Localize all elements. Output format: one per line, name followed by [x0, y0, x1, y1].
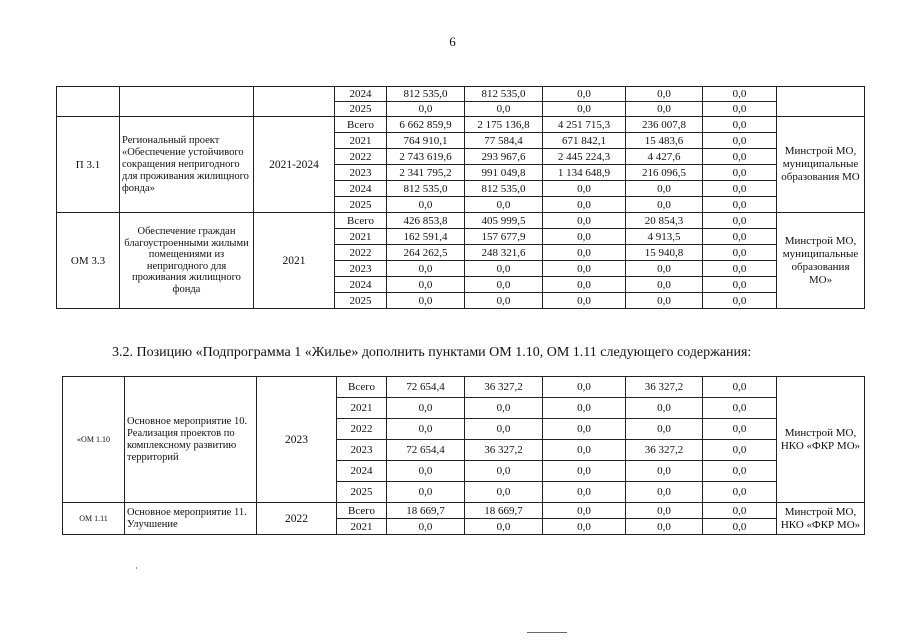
- value-cell: 0,0: [703, 419, 777, 440]
- value-cell: 0,0: [387, 519, 465, 535]
- table-row: [57, 213, 865, 229]
- value-cell: 264 262,5: [387, 245, 465, 261]
- value-cell: 0,0: [626, 197, 703, 213]
- value-cell: 0,0: [626, 102, 703, 117]
- year-cell: 2021: [337, 519, 387, 535]
- year-cell: 2022: [335, 245, 387, 261]
- value-cell: 0,0: [626, 181, 703, 197]
- value-cell: 0,0: [703, 377, 777, 398]
- value-cell: 0,0: [387, 102, 465, 117]
- value-cell: 0,0: [465, 419, 543, 440]
- year-cell: 2025: [335, 293, 387, 309]
- item-description: Основное мероприятие 11. Улучшение: [125, 503, 257, 535]
- value-cell: 0,0: [387, 197, 465, 213]
- value-cell: 18 669,7: [387, 503, 465, 519]
- value-cell: 0,0: [543, 519, 626, 535]
- bottom-funding-table: [62, 376, 865, 535]
- value-cell: 2 175 136,8: [465, 117, 543, 133]
- value-cell: 0,0: [703, 229, 777, 245]
- value-cell: 812 535,0: [387, 181, 465, 197]
- year-cell: 2025: [335, 102, 387, 117]
- value-cell: 0,0: [703, 181, 777, 197]
- table-row: [63, 503, 865, 519]
- scan-mark: [136, 567, 137, 569]
- value-cell: 77 584,4: [465, 133, 543, 149]
- value-cell: 0,0: [543, 197, 626, 213]
- value-cell: 0,0: [543, 377, 626, 398]
- value-cell: 0,0: [465, 461, 543, 482]
- value-cell: 812 535,0: [387, 87, 465, 102]
- year-cell: 2024: [335, 181, 387, 197]
- value-cell: 0,0: [703, 277, 777, 293]
- value-cell: 0,0: [703, 197, 777, 213]
- value-cell: 0,0: [703, 117, 777, 133]
- value-cell: 0,0: [703, 133, 777, 149]
- item-code: «ОМ 1.10: [63, 377, 125, 503]
- value-cell: 0,0: [543, 461, 626, 482]
- footer-rule: [527, 632, 567, 634]
- item-code: ОМ 1.11: [63, 503, 125, 535]
- value-cell: 36 327,2: [465, 440, 543, 461]
- value-cell: 0,0: [387, 261, 465, 277]
- value-cell: 157 677,9: [465, 229, 543, 245]
- blank-cell: [254, 87, 335, 117]
- value-cell: 236 007,8: [626, 117, 703, 133]
- value-cell: 0,0: [387, 277, 465, 293]
- value-cell: 0,0: [465, 102, 543, 117]
- value-cell: 0,0: [543, 277, 626, 293]
- value-cell: 0,0: [543, 213, 626, 229]
- blank-cell: [57, 87, 120, 117]
- value-cell: 248 321,6: [465, 245, 543, 261]
- value-cell: 0,0: [387, 419, 465, 440]
- value-cell: 4 251 715,3: [543, 117, 626, 133]
- year-cell: 2023: [335, 165, 387, 181]
- value-cell: 0,0: [543, 503, 626, 519]
- blank-cell: [120, 87, 254, 117]
- value-cell: 0,0: [626, 519, 703, 535]
- section-subtitle: 3.2. Позицию «Подпрограмма 1 «Жилье» дополнить пунктами ОМ 1.10, ОМ 1.11 следующего содержания:: [112, 345, 752, 360]
- value-cell: 0,0: [703, 261, 777, 277]
- year-cell: 2022: [335, 149, 387, 165]
- value-cell: 0,0: [626, 87, 703, 102]
- value-cell: 162 591,4: [387, 229, 465, 245]
- value-cell: 18 669,7: [465, 503, 543, 519]
- value-cell: 764 910,1: [387, 133, 465, 149]
- value-cell: 2 341 795,2: [387, 165, 465, 181]
- responsible-executor: Минстрой МО, муниципальные образования МО: [777, 117, 865, 213]
- page-number: 6: [449, 34, 456, 49]
- year-cell: 2022: [337, 419, 387, 440]
- value-cell: 0,0: [465, 482, 543, 503]
- value-cell: 0,0: [703, 102, 777, 117]
- value-cell: 1 134 648,9: [543, 165, 626, 181]
- year-cell: 2021: [335, 229, 387, 245]
- value-cell: 812 535,0: [465, 181, 543, 197]
- value-cell: 0,0: [465, 261, 543, 277]
- item-period: 2021-2024: [254, 117, 335, 213]
- table-row: [57, 117, 865, 133]
- value-cell: 0,0: [543, 181, 626, 197]
- value-cell: 0,0: [626, 461, 703, 482]
- year-cell: 2021: [335, 133, 387, 149]
- year-cell: 2023: [337, 440, 387, 461]
- value-cell: 15 940,8: [626, 245, 703, 261]
- value-cell: 0,0: [465, 197, 543, 213]
- value-cell: 36 327,2: [465, 377, 543, 398]
- value-cell: 0,0: [626, 398, 703, 419]
- year-cell: 2025: [335, 197, 387, 213]
- value-cell: 293 967,6: [465, 149, 543, 165]
- value-cell: 0,0: [703, 165, 777, 181]
- value-cell: 0,0: [543, 102, 626, 117]
- value-cell: 72 654,4: [387, 440, 465, 461]
- value-cell: 426 853,8: [387, 213, 465, 229]
- value-cell: 216 096,5: [626, 165, 703, 181]
- item-description: Обеспечение граждан благоустроенными жилыми помещениями из непригодного для проживания жилищного фонда: [120, 213, 254, 309]
- item-description: Основное мероприятие 10. Реализация проектов по комплексному развитию территорий: [125, 377, 257, 503]
- value-cell: 671 842,1: [543, 133, 626, 149]
- value-cell: 0,0: [543, 398, 626, 419]
- responsible-executor: Минстрой МО, НКО «ФКР МО»: [777, 377, 865, 503]
- value-cell: 0,0: [703, 440, 777, 461]
- value-cell: 0,0: [703, 461, 777, 482]
- year-cell: Всего: [337, 377, 387, 398]
- value-cell: 4 913,5: [626, 229, 703, 245]
- value-cell: 15 483,6: [626, 133, 703, 149]
- value-cell: 812 535,0: [465, 87, 543, 102]
- value-cell: 0,0: [387, 461, 465, 482]
- value-cell: 2 445 224,3: [543, 149, 626, 165]
- value-cell: 0,0: [703, 87, 777, 102]
- value-cell: 20 854,3: [626, 213, 703, 229]
- value-cell: 0,0: [626, 503, 703, 519]
- table-row: [57, 87, 865, 102]
- year-cell: Всего: [335, 213, 387, 229]
- table-row: [63, 377, 865, 398]
- value-cell: 0,0: [626, 261, 703, 277]
- value-cell: 0,0: [543, 245, 626, 261]
- year-cell: 2021: [337, 398, 387, 419]
- item-period: 2022: [257, 503, 337, 535]
- value-cell: 0,0: [626, 277, 703, 293]
- value-cell: 0,0: [387, 293, 465, 309]
- year-cell: 2024: [337, 461, 387, 482]
- value-cell: 991 049,8: [465, 165, 543, 181]
- value-cell: 0,0: [626, 482, 703, 503]
- item-description: Региональный проект «Обеспечение устойчивого сокращения непригодного для проживания жилищного фонда»: [120, 117, 254, 213]
- value-cell: 0,0: [703, 398, 777, 419]
- year-cell: 2024: [335, 87, 387, 102]
- year-cell: Всего: [335, 117, 387, 133]
- responsible-executor: Минстрой МО, НКО «ФКР МО»: [777, 503, 865, 535]
- value-cell: 0,0: [626, 293, 703, 309]
- value-cell: 0,0: [465, 293, 543, 309]
- value-cell: 0,0: [543, 440, 626, 461]
- value-cell: 6 662 859,9: [387, 117, 465, 133]
- value-cell: 36 327,2: [626, 377, 703, 398]
- value-cell: 0,0: [703, 503, 777, 519]
- item-code: П 3.1: [57, 117, 120, 213]
- value-cell: 0,0: [703, 213, 777, 229]
- value-cell: 0,0: [703, 149, 777, 165]
- value-cell: 0,0: [543, 482, 626, 503]
- responsible-executor: Минстрой МО, муниципальные образования МО»: [777, 213, 865, 309]
- value-cell: 0,0: [703, 519, 777, 535]
- item-period: 2021: [254, 213, 335, 309]
- value-cell: 0,0: [543, 293, 626, 309]
- value-cell: 0,0: [543, 419, 626, 440]
- year-cell: Всего: [337, 503, 387, 519]
- year-cell: 2025: [337, 482, 387, 503]
- value-cell: 0,0: [387, 398, 465, 419]
- value-cell: 405 999,5: [465, 213, 543, 229]
- value-cell: 0,0: [387, 482, 465, 503]
- item-period: 2023: [257, 377, 337, 503]
- value-cell: 0,0: [465, 519, 543, 535]
- value-cell: 0,0: [703, 482, 777, 503]
- value-cell: 4 427,6: [626, 149, 703, 165]
- value-cell: 0,0: [626, 419, 703, 440]
- value-cell: 0,0: [543, 229, 626, 245]
- value-cell: 36 327,2: [626, 440, 703, 461]
- value-cell: 0,0: [465, 398, 543, 419]
- blank-cell: [777, 87, 865, 117]
- value-cell: 0,0: [703, 245, 777, 261]
- value-cell: 0,0: [703, 293, 777, 309]
- top-funding-table: [56, 86, 865, 309]
- value-cell: 72 654,4: [387, 377, 465, 398]
- value-cell: 0,0: [543, 87, 626, 102]
- value-cell: 2 743 619,6: [387, 149, 465, 165]
- value-cell: 0,0: [465, 277, 543, 293]
- value-cell: 0,0: [543, 261, 626, 277]
- item-code: ОМ 3.3: [57, 213, 120, 309]
- year-cell: 2023: [335, 261, 387, 277]
- year-cell: 2024: [335, 277, 387, 293]
